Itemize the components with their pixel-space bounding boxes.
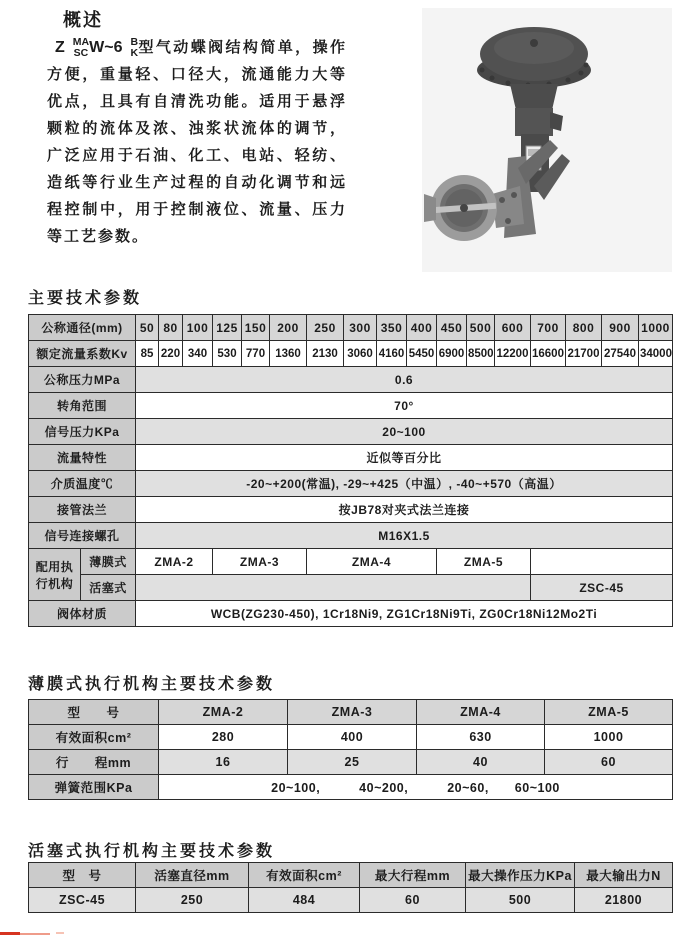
- table-row: [29, 575, 673, 601]
- overview-paragraph: [47, 34, 347, 250]
- overview-heading: 概述: [63, 10, 103, 30]
- row-label: 有效面积cm²: [29, 725, 159, 750]
- table-cell: ZMA-2: [136, 549, 213, 575]
- table-cell: 484: [249, 888, 360, 913]
- table-cell: 21700: [566, 341, 602, 367]
- row-label: 额定流量系数Kv: [29, 341, 136, 367]
- diaphragm-table-heading: 薄膜式执行机构主要技术参数: [28, 676, 276, 693]
- model-designation: [55, 36, 139, 60]
- column-header: 最大行程mm: [360, 863, 466, 888]
- table-cell: 1360: [270, 341, 307, 367]
- red-strip-faint: [56, 932, 64, 934]
- page-bottom-red-mark: [0, 931, 70, 935]
- table-cell: 340: [183, 341, 213, 367]
- table-row: [29, 341, 673, 367]
- table-row: [29, 419, 673, 445]
- table-cell: 60: [360, 888, 466, 913]
- table-cell: 25: [288, 750, 417, 775]
- row-label: 信号压力KPa: [29, 419, 136, 445]
- table-cell: 500: [467, 315, 495, 341]
- table-row: [29, 393, 673, 419]
- model-mid: W~6: [89, 39, 123, 56]
- row-label: 弹簧范围KPa: [29, 775, 159, 800]
- row-label: 接管法兰: [29, 497, 136, 523]
- table-cell: 150: [242, 315, 270, 341]
- table-cell: 600: [495, 315, 531, 341]
- table-cell: 400: [407, 315, 437, 341]
- table-row: [29, 750, 673, 775]
- row-label: 介质温度℃: [29, 471, 136, 497]
- table-cell: ZSC-45: [531, 575, 673, 601]
- table-row: [29, 523, 673, 549]
- table-cell: 2130: [307, 341, 344, 367]
- column-header: 有效面积cm²: [249, 863, 360, 888]
- model-stack-1: [65, 37, 89, 59]
- table-cell: 200: [270, 315, 307, 341]
- column-header: 型 号: [29, 863, 136, 888]
- table-cell: 770: [242, 341, 270, 367]
- table-cell: ZMA-3: [288, 700, 417, 725]
- actuator-label-line2: 行机构: [35, 576, 74, 591]
- column-header: 最大输出力N: [575, 863, 673, 888]
- table-cell: 800: [566, 315, 602, 341]
- row-value: 按JB78对夹式法兰连接: [136, 497, 673, 523]
- row-value: WCB(ZG230-450), 1Cr18Ni9, ZG1Cr18Ni9Ti, ZG0Cr18Ni12Mo2Ti: [136, 601, 673, 627]
- row-label: 公称通径(mm): [29, 315, 136, 341]
- table-cell: ZMA-5: [545, 700, 673, 725]
- model-sup-2: B: [130, 36, 139, 49]
- table-cell: ZMA-2: [159, 700, 288, 725]
- model-stack-2: [122, 37, 138, 59]
- table-cell: 6900: [437, 341, 467, 367]
- table-row: [29, 445, 673, 471]
- row-value: M16X1.5: [136, 523, 673, 549]
- row-value: 0.6: [136, 367, 673, 393]
- table-cell: 220: [159, 341, 183, 367]
- table-cell: 300: [344, 315, 377, 341]
- empty-cell: [531, 549, 673, 575]
- table-row: [29, 725, 673, 750]
- table-cell: 34000: [639, 341, 673, 367]
- table-cell: 630: [417, 725, 545, 750]
- row-value: -20~+200(常温), -29~+425（中温）, -40~+570（高温）: [136, 471, 673, 497]
- diaphragm-actuator-table: [28, 699, 673, 800]
- table-cell: ZSC-45: [29, 888, 136, 913]
- table-cell: 700: [531, 315, 566, 341]
- row-label: 流量特性: [29, 445, 136, 471]
- column-header: 最大操作压力KPa: [466, 863, 575, 888]
- row-label: 阀体材质: [29, 601, 136, 627]
- table-row: [29, 863, 673, 888]
- table-row: [29, 315, 673, 341]
- table-cell: 5450: [407, 341, 437, 367]
- table-cell: 280: [159, 725, 288, 750]
- model-prefix: Z: [55, 39, 65, 56]
- table-cell: 250: [307, 315, 344, 341]
- table-cell: 3060: [344, 341, 377, 367]
- row-label: 行 程mm: [29, 750, 159, 775]
- table-cell: 8500: [467, 341, 495, 367]
- table-cell: 50: [136, 315, 159, 341]
- table-row: [29, 471, 673, 497]
- table-cell: 350: [377, 315, 407, 341]
- table-row: [29, 700, 673, 725]
- table-cell: 27540: [602, 341, 639, 367]
- column-header: 活塞直径mm: [136, 863, 249, 888]
- table-cell: 4160: [377, 341, 407, 367]
- table-cell: 900: [602, 315, 639, 341]
- table-cell: 500: [466, 888, 575, 913]
- table-cell: 12200: [495, 341, 531, 367]
- piston-table-heading: 活塞式执行机构主要技术参数: [28, 843, 276, 860]
- row-label: 转角范围: [29, 393, 136, 419]
- table-cell: 400: [288, 725, 417, 750]
- main-params-heading: 主要技术参数: [28, 290, 143, 307]
- empty-cell: [136, 575, 531, 601]
- table-cell: 80: [159, 315, 183, 341]
- valve-photo: [422, 8, 672, 272]
- table-cell: 1000: [639, 315, 673, 341]
- table-cell: ZMA-3: [213, 549, 307, 575]
- table-row: [29, 549, 673, 575]
- table-cell: 16600: [531, 341, 566, 367]
- table-cell: 40: [417, 750, 545, 775]
- piston-actuator-table: [28, 862, 673, 913]
- row-label: 信号连接螺孔: [29, 523, 136, 549]
- row-value: 20~100: [136, 419, 673, 445]
- table-row: [29, 775, 673, 800]
- table-cell: 125: [213, 315, 242, 341]
- row-value: 近似等百分比: [136, 445, 673, 471]
- table-cell: 1000: [545, 725, 673, 750]
- table-cell: 60: [545, 750, 673, 775]
- table-cell: 21800: [575, 888, 673, 913]
- table-cell: 530: [213, 341, 242, 367]
- valve-photo-illustration: [422, 8, 672, 272]
- table-cell: 16: [159, 750, 288, 775]
- model-sup-1: MA: [72, 36, 90, 49]
- row-label: 公称压力MPa: [29, 367, 136, 393]
- table-row: [29, 367, 673, 393]
- main-params-table: [28, 314, 673, 627]
- model-sub-1: SC: [73, 47, 89, 60]
- table-row: [29, 888, 673, 913]
- diaphragm-type-label: 薄膜式: [81, 549, 136, 575]
- table-cell: ZMA-5: [437, 549, 531, 575]
- model-sub-2: K: [130, 47, 139, 60]
- row-value: 70°: [136, 393, 673, 419]
- table-cell: ZMA-4: [417, 700, 545, 725]
- table-cell: 450: [437, 315, 467, 341]
- table-cell: 250: [136, 888, 249, 913]
- actuator-label: [29, 549, 81, 601]
- row-label: 型 号: [29, 700, 159, 725]
- row-value: 20~100, 40~200, 20~60, 60~100: [159, 775, 673, 800]
- table-cell: ZMA-4: [307, 549, 437, 575]
- table-row: [29, 497, 673, 523]
- table-cell: 100: [183, 315, 213, 341]
- table-cell: 85: [136, 341, 159, 367]
- overview-body-text: 型气动蝶阀结构简单，操作方便，重量轻、口径大，流通能力大等优点，且具有自清洗功能。适用于悬浮颗粒的流体及浓、浊浆状流体的调节，广泛应用于石油、化工、电站、轻纺、造纸等行业生产过程的自动化调节和远程控制中，用于控制液位、流量、压力等工艺参数。: [47, 39, 347, 245]
- piston-type-label: 活塞式: [81, 575, 136, 601]
- table-row: [29, 601, 673, 627]
- actuator-label-line1: 配用执: [35, 559, 74, 574]
